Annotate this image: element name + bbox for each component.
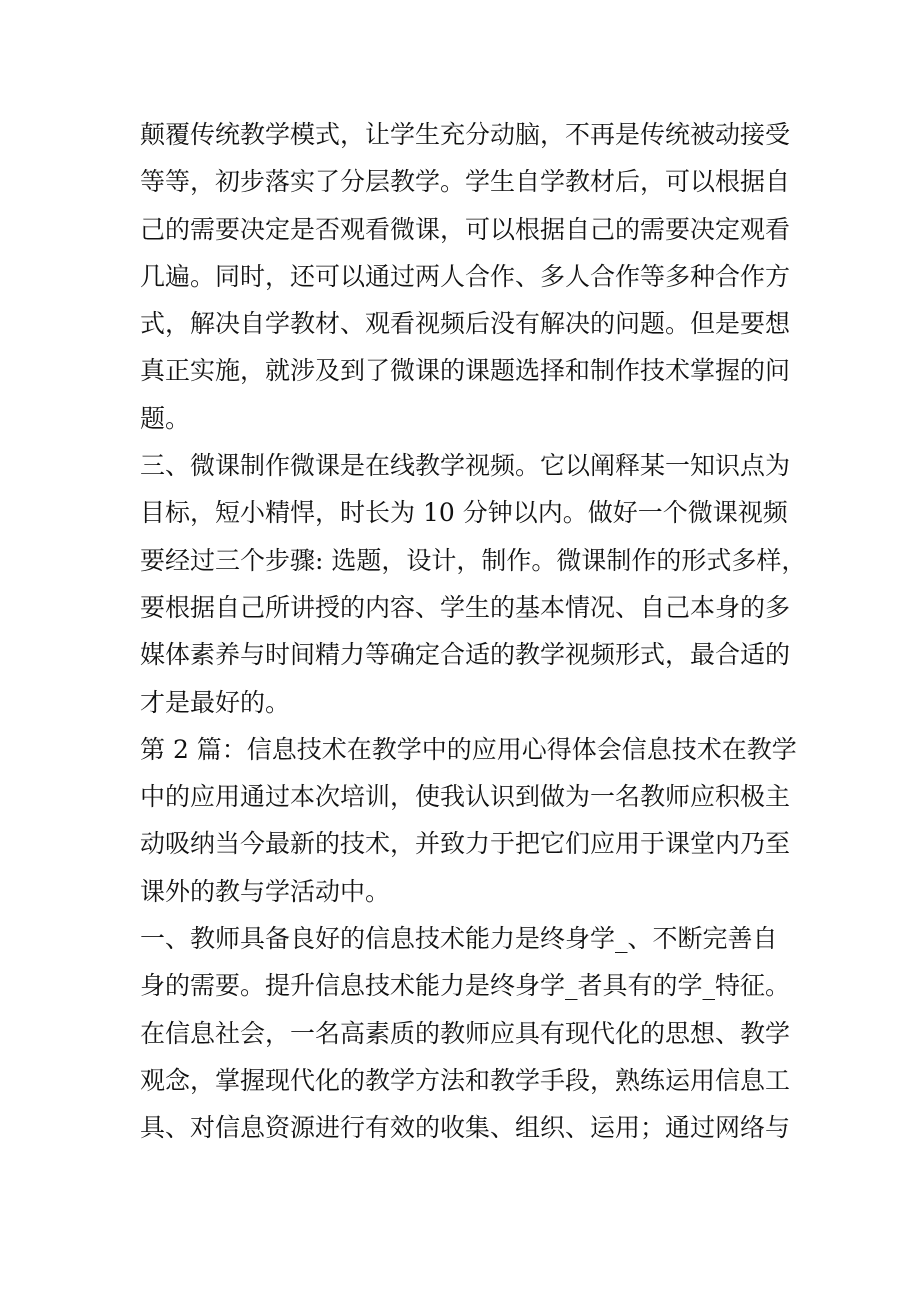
text-line: 题。 (140, 403, 191, 433)
text-line: 在信息社会，一名高素质的教师应具有现代化的思想、教学 (140, 1018, 791, 1048)
article-heading-line: 第 2 篇：信息技术在教学中的应用心得体会信息技术在教学 (140, 734, 797, 764)
text-line: 具、对信息资源进行有效的收集、组织、运用；通过网络与 (140, 1113, 791, 1143)
text-line: 动吸纳当今最新的技术，并致力于把它们应用于课堂内乃至 (140, 829, 791, 859)
text-line: 才是最好的。 (140, 687, 291, 717)
text-line: 式，解决自学教材、观看视频后没有解决的问题。但是要想 (140, 309, 791, 339)
text-line: 颠覆传统教学模式，让学生充分动脑，不再是传统被动接受 (140, 120, 791, 149)
text-line: 中的应用通过本次培训，使我认识到做为一名教师应积极主 (140, 782, 791, 812)
text-line: 要经过三个步骤: 选题，设计，制作。微课制作的形式多样， (140, 545, 807, 575)
text-line: 目标，短小精悍，时长为 10 分钟以内。做好一个微课视频 (140, 498, 788, 528)
section-heading-line: 一、教师具备良好的信息技术能力是终身学_、不断完善自 (140, 924, 778, 954)
text-line: 己的需要决定是否观看微课，可以根据自己的需要决定观看 (140, 214, 791, 244)
text-line: 几遍。同时，还可以通过两人合作、多人合作等多种合作方 (140, 261, 791, 291)
text-line: 身的需要。提升信息技术能力是终身学_者具有的学_特征。 (140, 971, 791, 1001)
text-line: 等等，初步落实了分层教学。学生自学教材后，可以根据自 (140, 167, 791, 197)
text-line: 真正实施，就涉及到了微课的课题选择和制作技术掌握的问 (140, 356, 791, 386)
text-line: 要根据自己所讲授的内容、学生的基本情况、自己本身的多 (140, 592, 791, 622)
section-heading-line: 三、微课制作微课是在线教学视频。它以阐释某一知识点为 (140, 451, 791, 481)
text-line: 课外的教与学活动中。 (140, 876, 391, 906)
text-line: 媒体素养与时间精力等确定合适的教学视频形式，最合适的 (140, 640, 791, 670)
text-line: 观念，掌握现代化的教学方法和教学手段，熟练运用信息工 (140, 1065, 791, 1095)
body-text (140, 111, 807, 1152)
